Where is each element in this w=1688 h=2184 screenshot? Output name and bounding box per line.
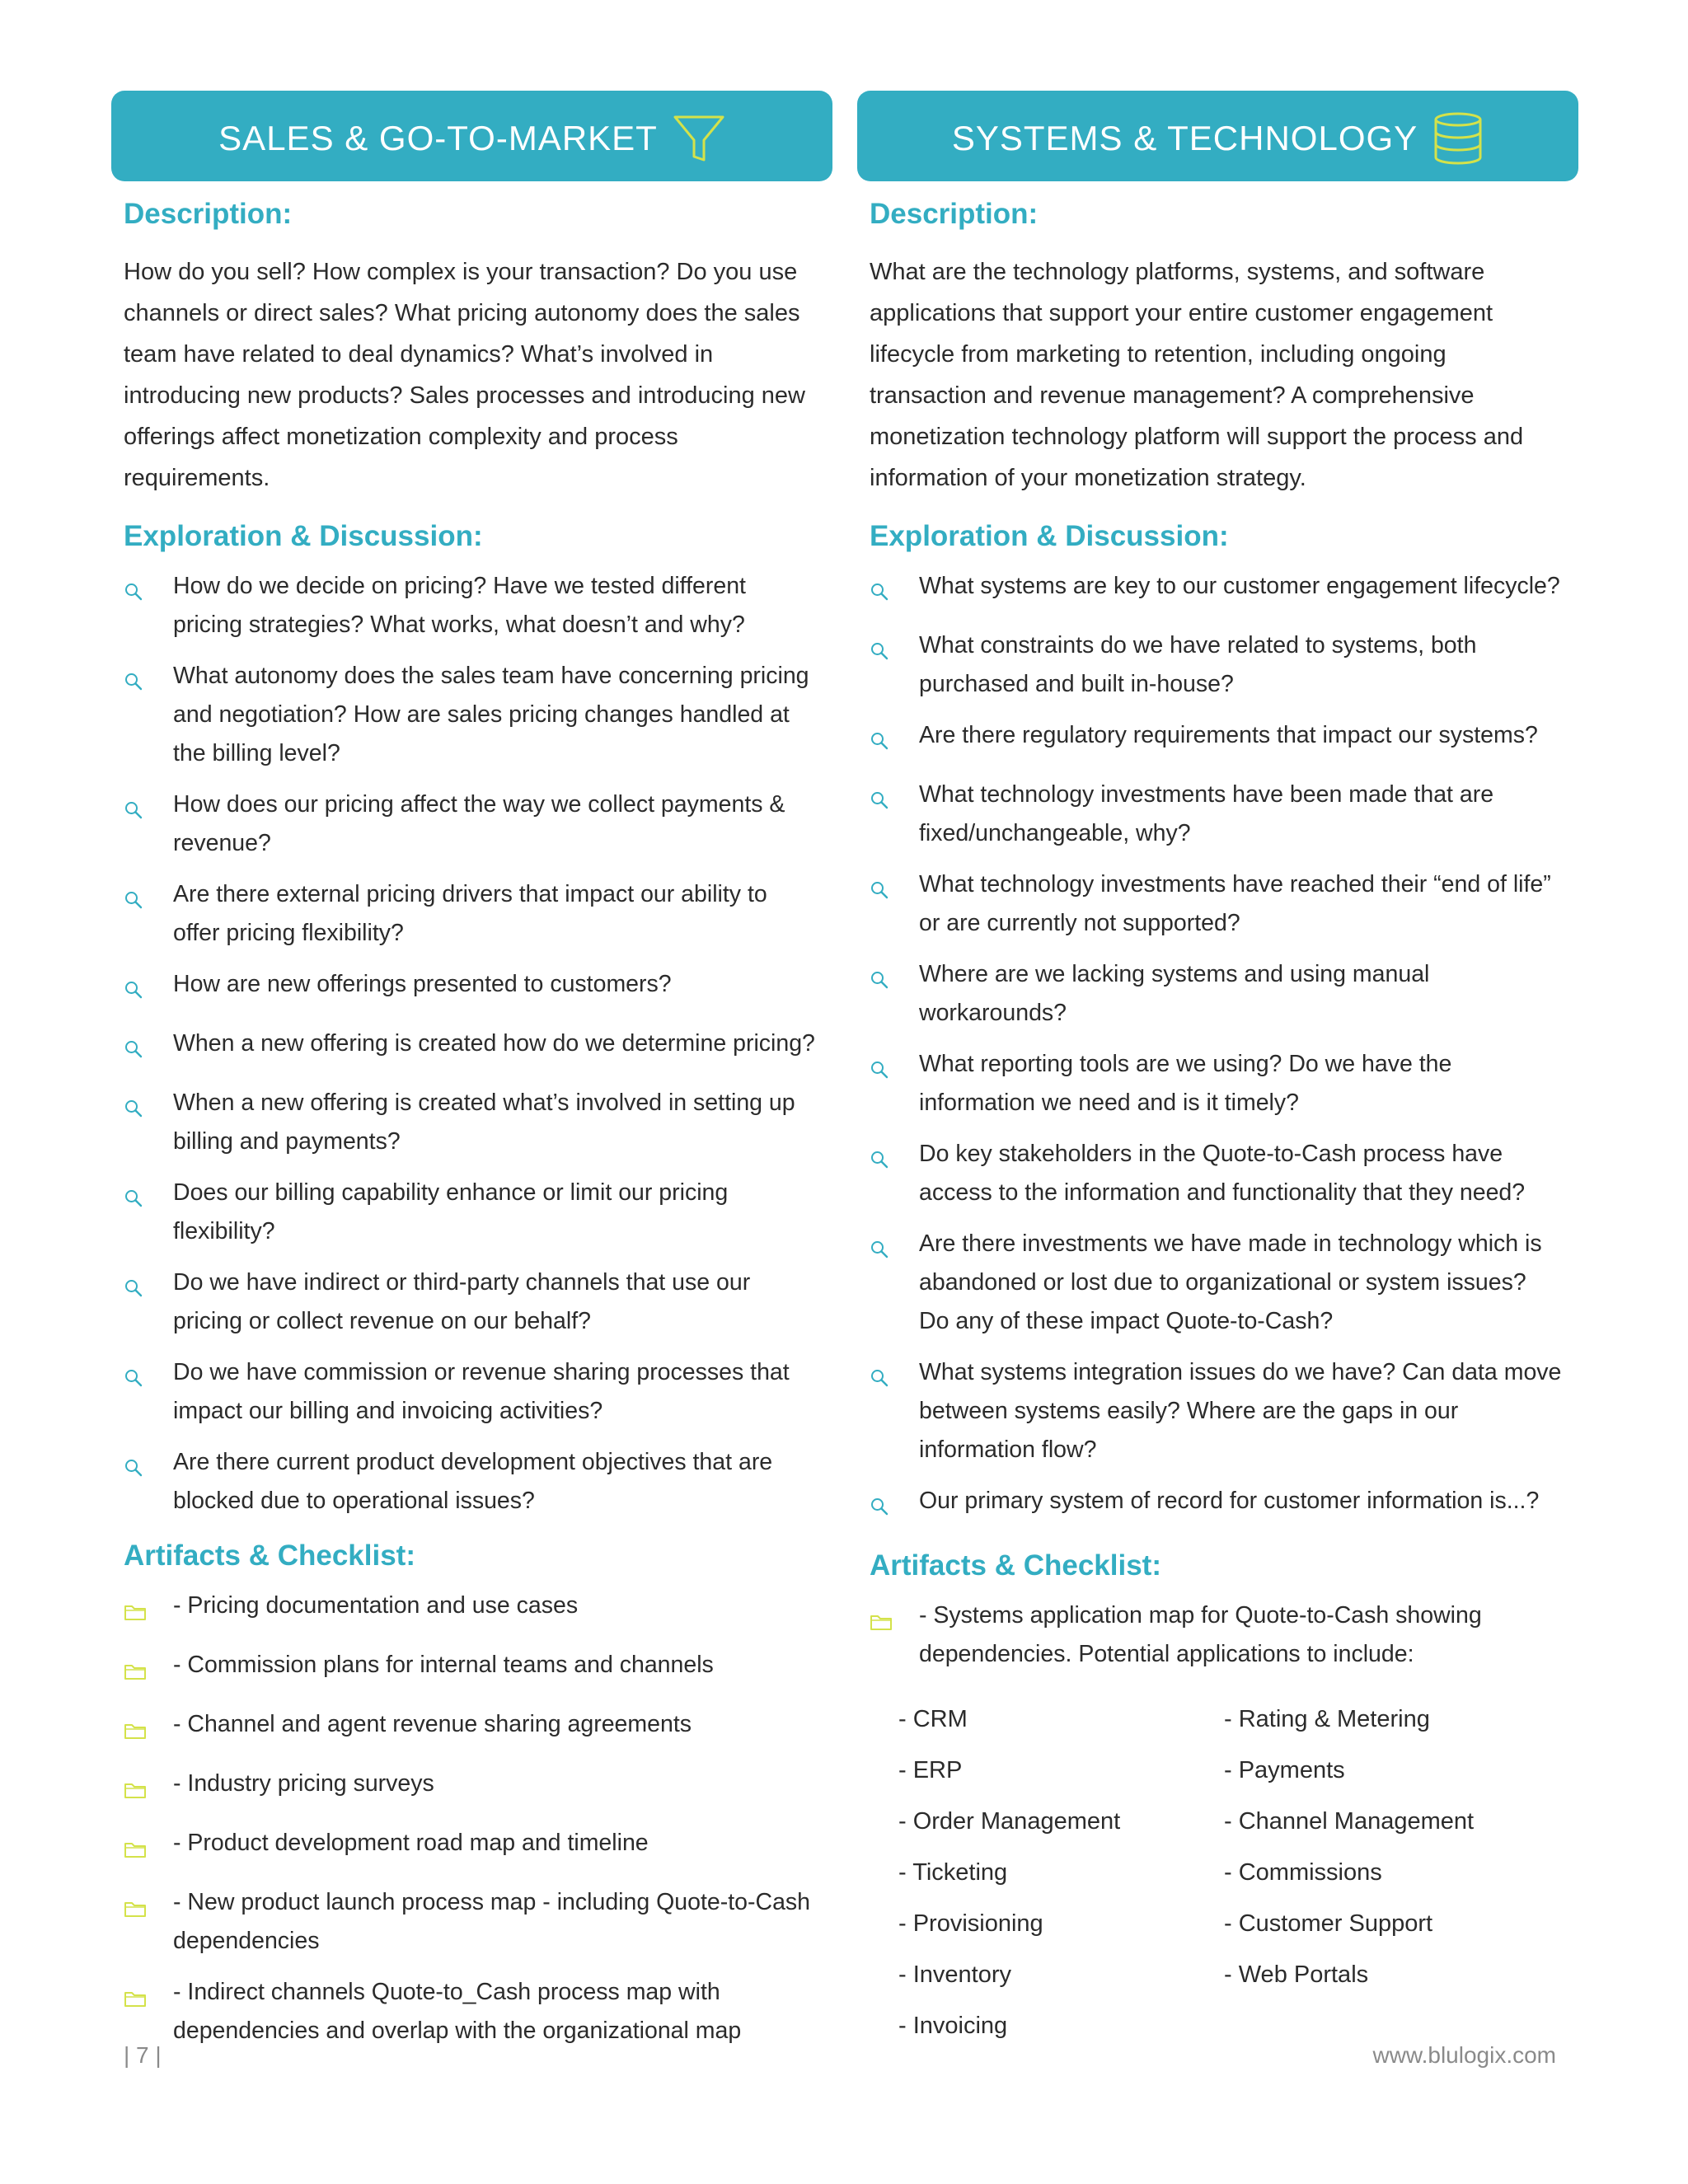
- applications-list: [870, 1703, 1578, 2065]
- question-item: [870, 716, 1578, 763]
- checklist-text: - New product launch process map - including Quote-to-Cash dependencies: [173, 1889, 811, 1954]
- sales-description-heading: Description:: [124, 198, 293, 230]
- sales-column: [111, 91, 832, 2063]
- search-icon: [870, 1225, 919, 1272]
- question-text: Are there investments we have made in technology which is abandoned or lost due to organizational or system issues? Do any of these impact Quote-to-Cash?: [919, 1230, 1542, 1334]
- systems-banner-title: SYSTEMS & TECHNOLOGY: [951, 119, 1418, 157]
- folder-icon: [124, 1824, 173, 1871]
- question-text: Does our billing capability enhance or limit our pricing flexibility?: [173, 1179, 729, 1244]
- question-item: [870, 955, 1578, 1033]
- search-icon: [124, 875, 173, 922]
- question-item: [870, 776, 1578, 853]
- systems-description-heading: Description:: [870, 198, 1039, 230]
- search-icon: [124, 1353, 173, 1400]
- application-item: - Web Portals: [1224, 1961, 1369, 1988]
- search-icon: [124, 785, 173, 832]
- systems-exploration-heading: Exploration & Discussion:: [870, 520, 1229, 552]
- search-icon: [870, 865, 919, 912]
- systems-banner: [857, 91, 1578, 181]
- search-icon: [124, 1024, 173, 1071]
- systems-artifacts-heading: Artifacts & Checklist:: [870, 1549, 1161, 1582]
- question-item: [124, 965, 832, 1012]
- checklist-item: [124, 1883, 832, 1961]
- checklist-item: [870, 1596, 1578, 1674]
- sales-exploration-heading: Exploration & Discussion:: [124, 520, 483, 552]
- sales-artifacts-list: [124, 1586, 832, 2050]
- sales-questions-list: [124, 567, 832, 1521]
- question-text: Do key stakeholders in the Quote-to-Cash process have access to the information and functionality that they need?: [919, 1141, 1526, 1206]
- checklist-item: [124, 1765, 832, 1811]
- sales-banner-title: SALES & GO-TO-MARKET: [218, 119, 658, 157]
- question-text: What technology investments have reached their “end of life” or are currently not supported?: [919, 871, 1551, 936]
- application-item: - Commissions: [1224, 1859, 1382, 1886]
- search-icon: [124, 1084, 173, 1131]
- question-item: [124, 1174, 832, 1251]
- question-text: Are there current product development objectives that are blocked due to operational issues?: [173, 1449, 773, 1514]
- application-item: - Payments: [1224, 1757, 1345, 1783]
- application-item: - Customer Support: [1224, 1910, 1433, 1937]
- question-item: [124, 567, 832, 644]
- checklist-text: - Indirect channels Quote-to_Cash process map with dependencies and overlap with the organizational map: [173, 1979, 742, 2044]
- question-text: When a new offering is created how do we determine pricing?: [173, 1030, 815, 1057]
- checklist-text: - Channel and agent revenue sharing agreements: [173, 1711, 692, 1737]
- application-item: - Inventory: [898, 1961, 1011, 1988]
- checklist-item: [124, 1705, 832, 1752]
- page-number: | 7 |: [124, 2042, 162, 2068]
- question-item: [124, 785, 832, 863]
- database-icon: [1432, 111, 1484, 166]
- folder-icon: [124, 1646, 173, 1693]
- search-icon: [870, 1482, 919, 1529]
- search-icon: [870, 626, 919, 673]
- application-item: - Channel Management: [1224, 1808, 1475, 1835]
- question-item: [124, 1443, 832, 1521]
- folder-icon: [124, 1883, 173, 1930]
- application-item: - Rating & Metering: [1224, 1706, 1430, 1732]
- question-item: [870, 1045, 1578, 1122]
- checklist-text: - Product development road map and timeline: [173, 1830, 649, 1856]
- question-text: What reporting tools are we using? Do we have the information we need and is it timely?: [919, 1051, 1452, 1116]
- search-icon: [870, 716, 919, 763]
- folder-icon: [124, 1765, 173, 1811]
- search-icon: [870, 776, 919, 823]
- search-icon: [870, 1045, 919, 1092]
- website-link[interactable]: www.blulogix.com: [1372, 2042, 1556, 2068]
- search-icon: [124, 1443, 173, 1490]
- question-text: When a new offering is created what’s involved in setting up billing and payments?: [173, 1090, 795, 1155]
- question-text: Do we have commission or revenue sharing processes that impact our billing and invoicing activities?: [173, 1359, 790, 1424]
- question-item: [870, 1353, 1578, 1469]
- question-text: What systems integration issues do we have? Can data move between systems easily? Where are the gaps in our information flow?: [919, 1359, 1562, 1463]
- checklist-text: - Commission plans for internal teams and channels: [173, 1652, 714, 1678]
- search-icon: [124, 1263, 173, 1310]
- question-item: [870, 1482, 1578, 1529]
- question-text: How do we decide on pricing? Have we tested different pricing strategies? What works, what doesn’t and why?: [173, 573, 746, 638]
- funnel-icon: [673, 114, 725, 163]
- sales-description-text: How do you sell? How complex is your transaction? Do you use channels or direct sales? What pricing autonomy does the sales team have related to deal dynamics? What’s involved in introducing new products? Sales processes and introducing new offerings affect monetization complexity and process requirements.: [124, 259, 805, 491]
- application-item: - CRM: [898, 1706, 968, 1732]
- application-item: - Invoicing: [898, 2013, 1008, 2039]
- checklist-text: - Systems application map for Quote-to-Cash showing dependencies. Potential applications to include:: [919, 1602, 1482, 1667]
- sales-artifacts-heading: Artifacts & Checklist:: [124, 1540, 415, 1572]
- question-text: What technology investments have been made that are fixed/unchangeable, why?: [919, 781, 1494, 846]
- checklist-item: [124, 1824, 832, 1871]
- application-item: - Provisioning: [898, 1910, 1043, 1937]
- question-text: How does our pricing affect the way we collect payments & revenue?: [173, 791, 785, 856]
- question-item: [124, 1084, 832, 1161]
- question-item: [870, 567, 1578, 614]
- systems-description-text: What are the technology platforms, systems, and software applications that support your entire customer engagement lifecycle from marketing to retention, including ongoing transaction and revenue management? A comprehensive monetization technology platform will support the process and information of your monetization strategy.: [870, 259, 1524, 491]
- question-item: [124, 1353, 832, 1431]
- systems-column: [857, 91, 1578, 2065]
- search-icon: [124, 1174, 173, 1221]
- question-item: [124, 1263, 832, 1341]
- question-item: [124, 875, 832, 953]
- application-item: - Ticketing: [898, 1859, 1008, 1886]
- question-item: [870, 1225, 1578, 1341]
- question-item: [124, 1024, 832, 1071]
- question-item: [124, 657, 832, 773]
- systems-artifacts-list: [870, 1596, 1578, 1674]
- question-text: Are there external pricing drivers that impact our ability to offer pricing flexibility?: [173, 881, 767, 946]
- checklist-item: [124, 1973, 832, 2050]
- question-text: What systems are key to our customer engagement lifecycle?: [919, 573, 1560, 599]
- sales-banner: [111, 91, 832, 181]
- folder-icon: [124, 1586, 173, 1633]
- checklist-text: - Pricing documentation and use cases: [173, 1592, 579, 1619]
- checklist-item: [124, 1586, 832, 1633]
- search-icon: [124, 965, 173, 1012]
- question-text: Our primary system of record for customer information is...?: [919, 1488, 1540, 1514]
- question-text: What autonomy does the sales team have concerning pricing and negotiation? How are sales pricing changes handled at the billing level?: [173, 663, 809, 766]
- question-text: What constraints do we have related to systems, both purchased and built in-house?: [919, 632, 1477, 697]
- question-text: How are new offerings presented to customers?: [173, 971, 672, 997]
- search-icon: [124, 657, 173, 704]
- question-text: Do we have indirect or third-party channels that use our pricing or collect revenue on our behalf?: [173, 1269, 751, 1334]
- search-icon: [124, 567, 173, 614]
- folder-icon: [124, 1705, 173, 1752]
- application-item: - ERP: [898, 1757, 963, 1783]
- search-icon: [870, 1353, 919, 1400]
- question-item: [870, 865, 1578, 943]
- checklist-text: - Industry pricing surveys: [173, 1770, 434, 1797]
- search-icon: [870, 567, 919, 614]
- checklist-item: [124, 1646, 832, 1693]
- search-icon: [870, 955, 919, 1002]
- question-text: Are there regulatory requirements that impact our systems?: [919, 722, 1538, 748]
- folder-icon: [870, 1596, 919, 1643]
- question-item: [870, 626, 1578, 704]
- question-item: [870, 1135, 1578, 1212]
- question-text: Where are we lacking systems and using manual workarounds?: [919, 961, 1430, 1026]
- search-icon: [870, 1135, 919, 1182]
- application-item: - Order Management: [898, 1808, 1121, 1835]
- systems-questions-list: [870, 567, 1578, 1529]
- folder-icon: [124, 1973, 173, 2020]
